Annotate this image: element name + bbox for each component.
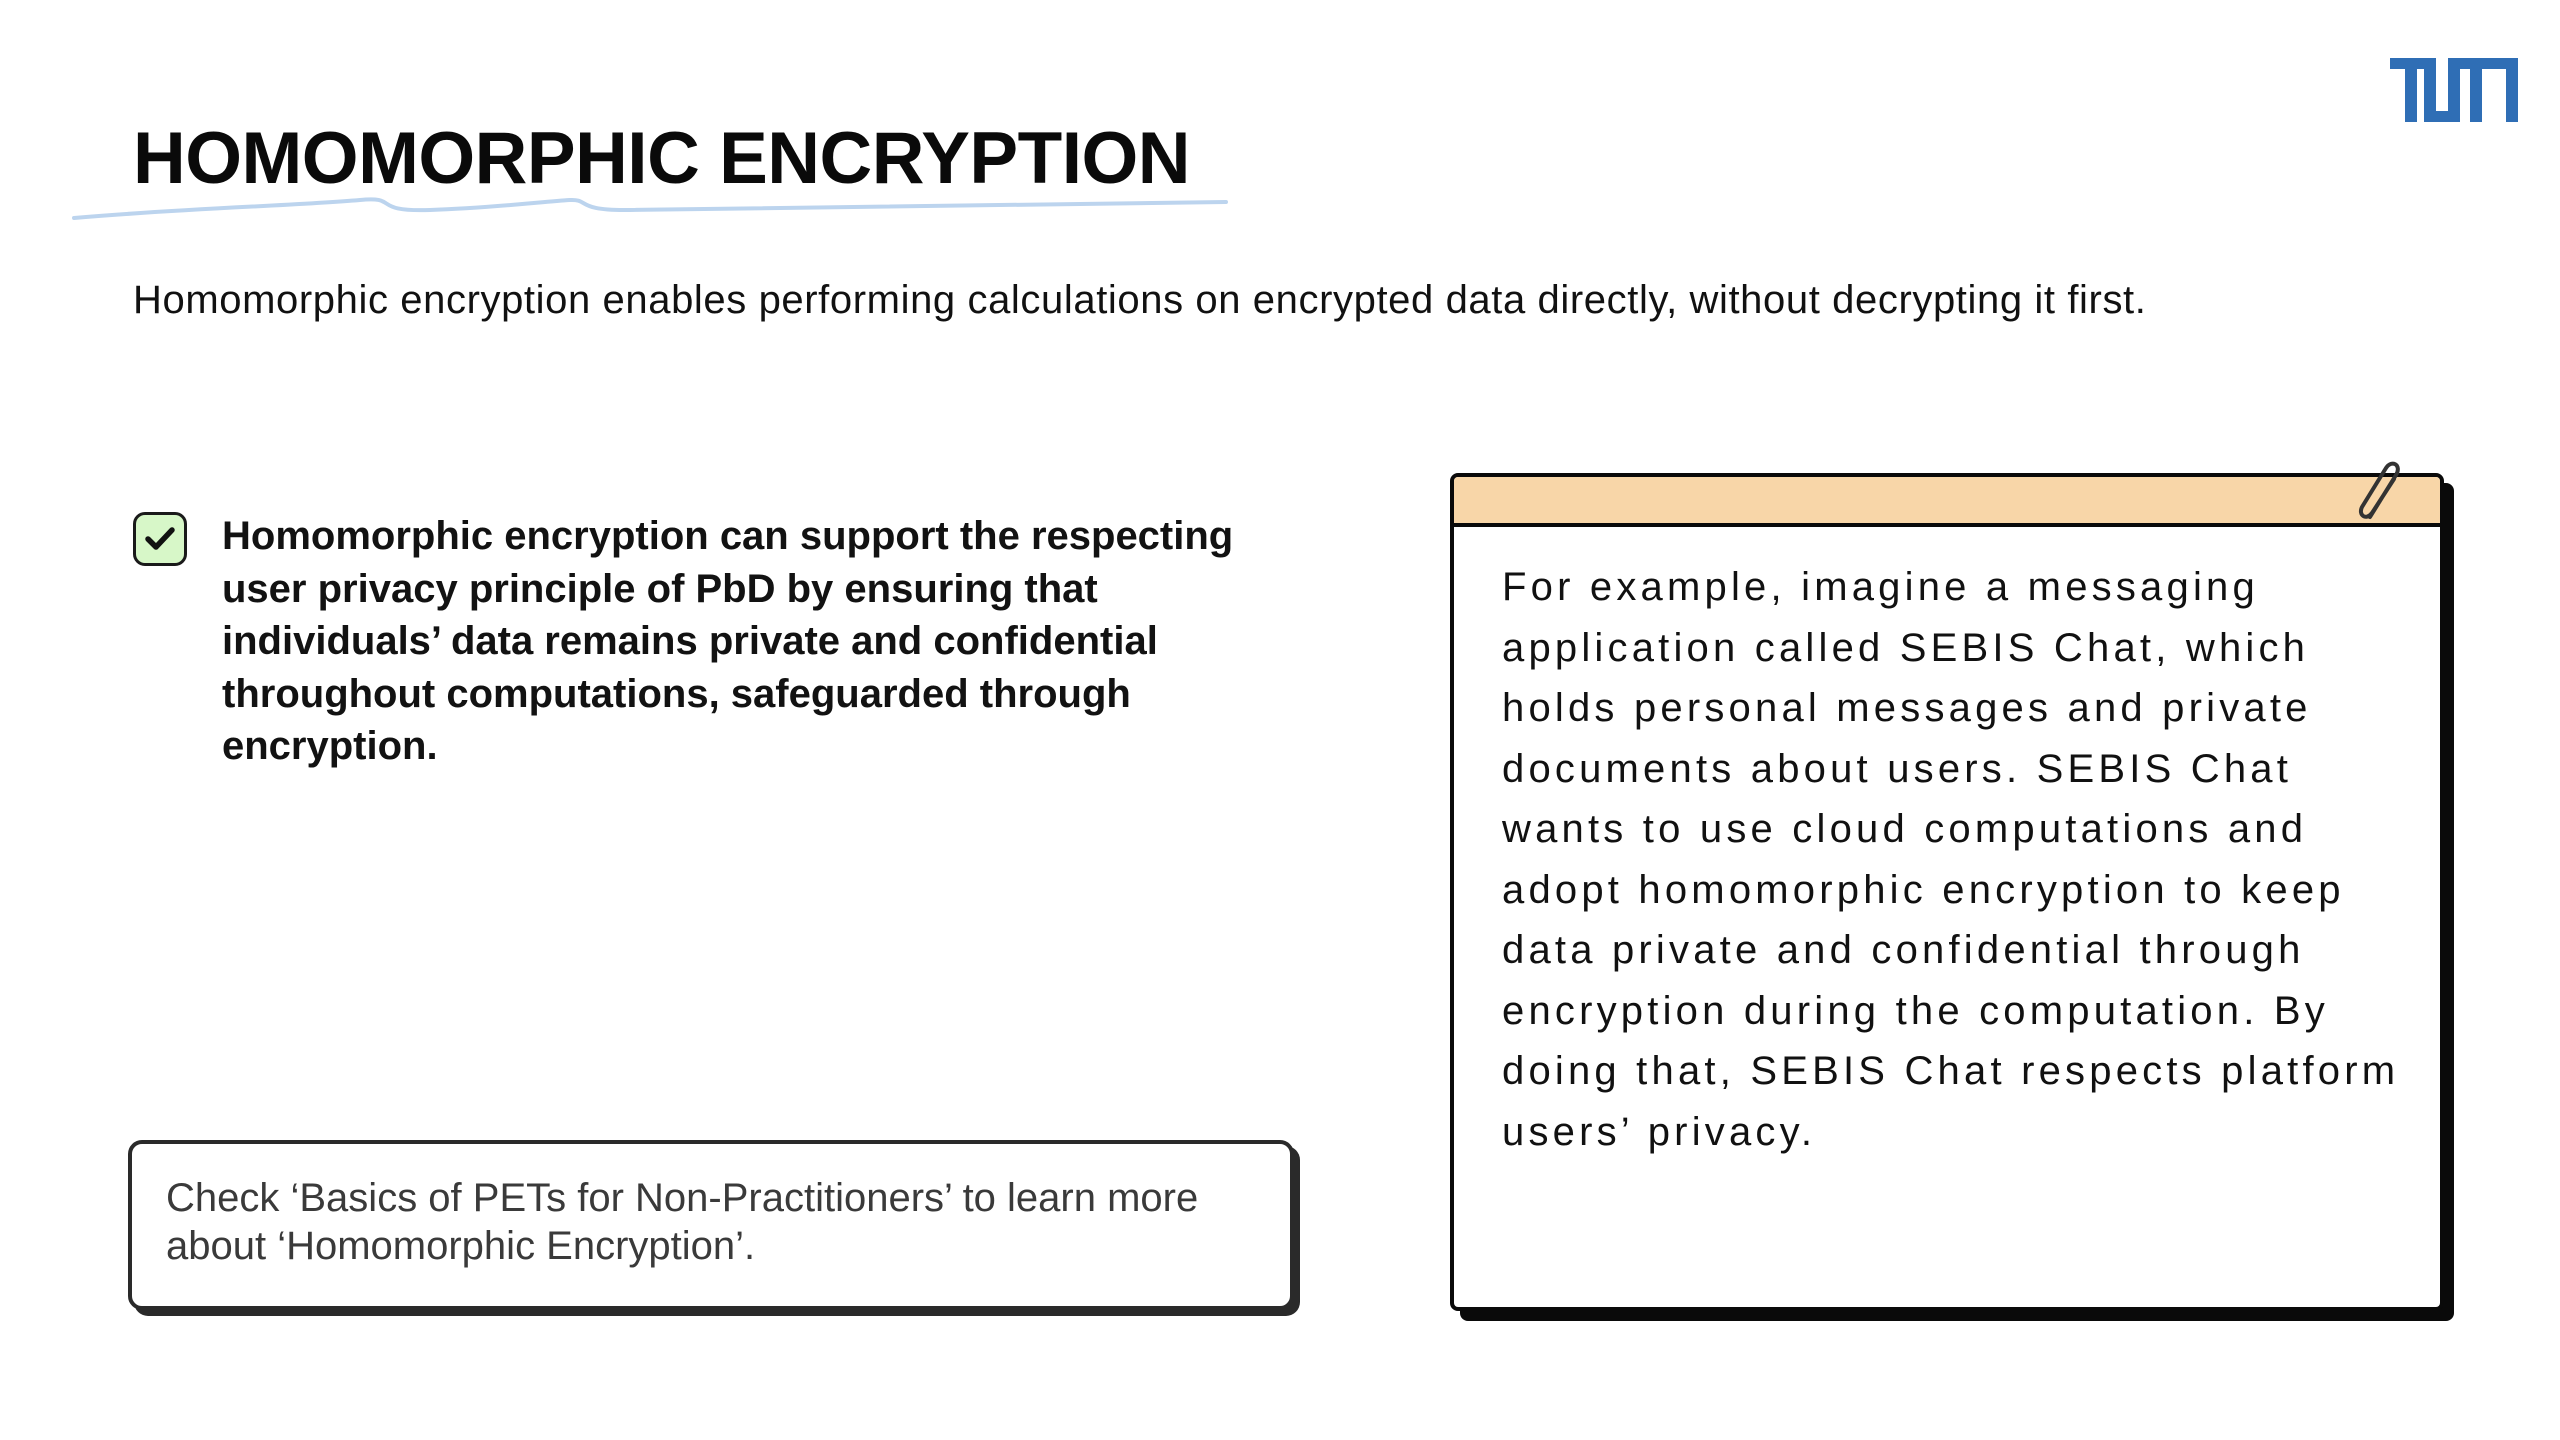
tum-logo <box>2390 58 2518 122</box>
page-subtitle: Homomorphic encryption enables performing calculations on encrypted data directly, without decrypting it first. <box>133 278 2147 322</box>
example-text: For example, imagine a messaging application called SEBIS Chat, which holds personal messages and private documents about users. SEBIS Chat wants to use cloud computations and adopt homomorphic encryption to keep data private and confidential through encryption during the computation. By doing that, SEBIS Chat respects platform users’ privacy. <box>1502 565 2400 1154</box>
reference-box <box>128 1140 1294 1310</box>
paperclip-icon <box>2352 455 2410 529</box>
title-underline <box>70 186 1230 226</box>
bullet-text: Homomorphic encryption can support the respecting user privacy principle of PbD by ensuring that individuals’ data remains private and confidential throughout computations, safeguarded through encryption. <box>222 514 1234 768</box>
reference-text: Check ‘Basics of PETs for Non-Practitioners’ to learn more about ‘Homomorphic Encryption’. <box>166 1176 1199 1268</box>
page-title: HOMOMORPHIC ENCRYPTION <box>133 118 1190 199</box>
example-card <box>1450 473 2444 1311</box>
checkbox-checked-icon <box>133 512 187 566</box>
card-header <box>1454 477 2440 527</box>
